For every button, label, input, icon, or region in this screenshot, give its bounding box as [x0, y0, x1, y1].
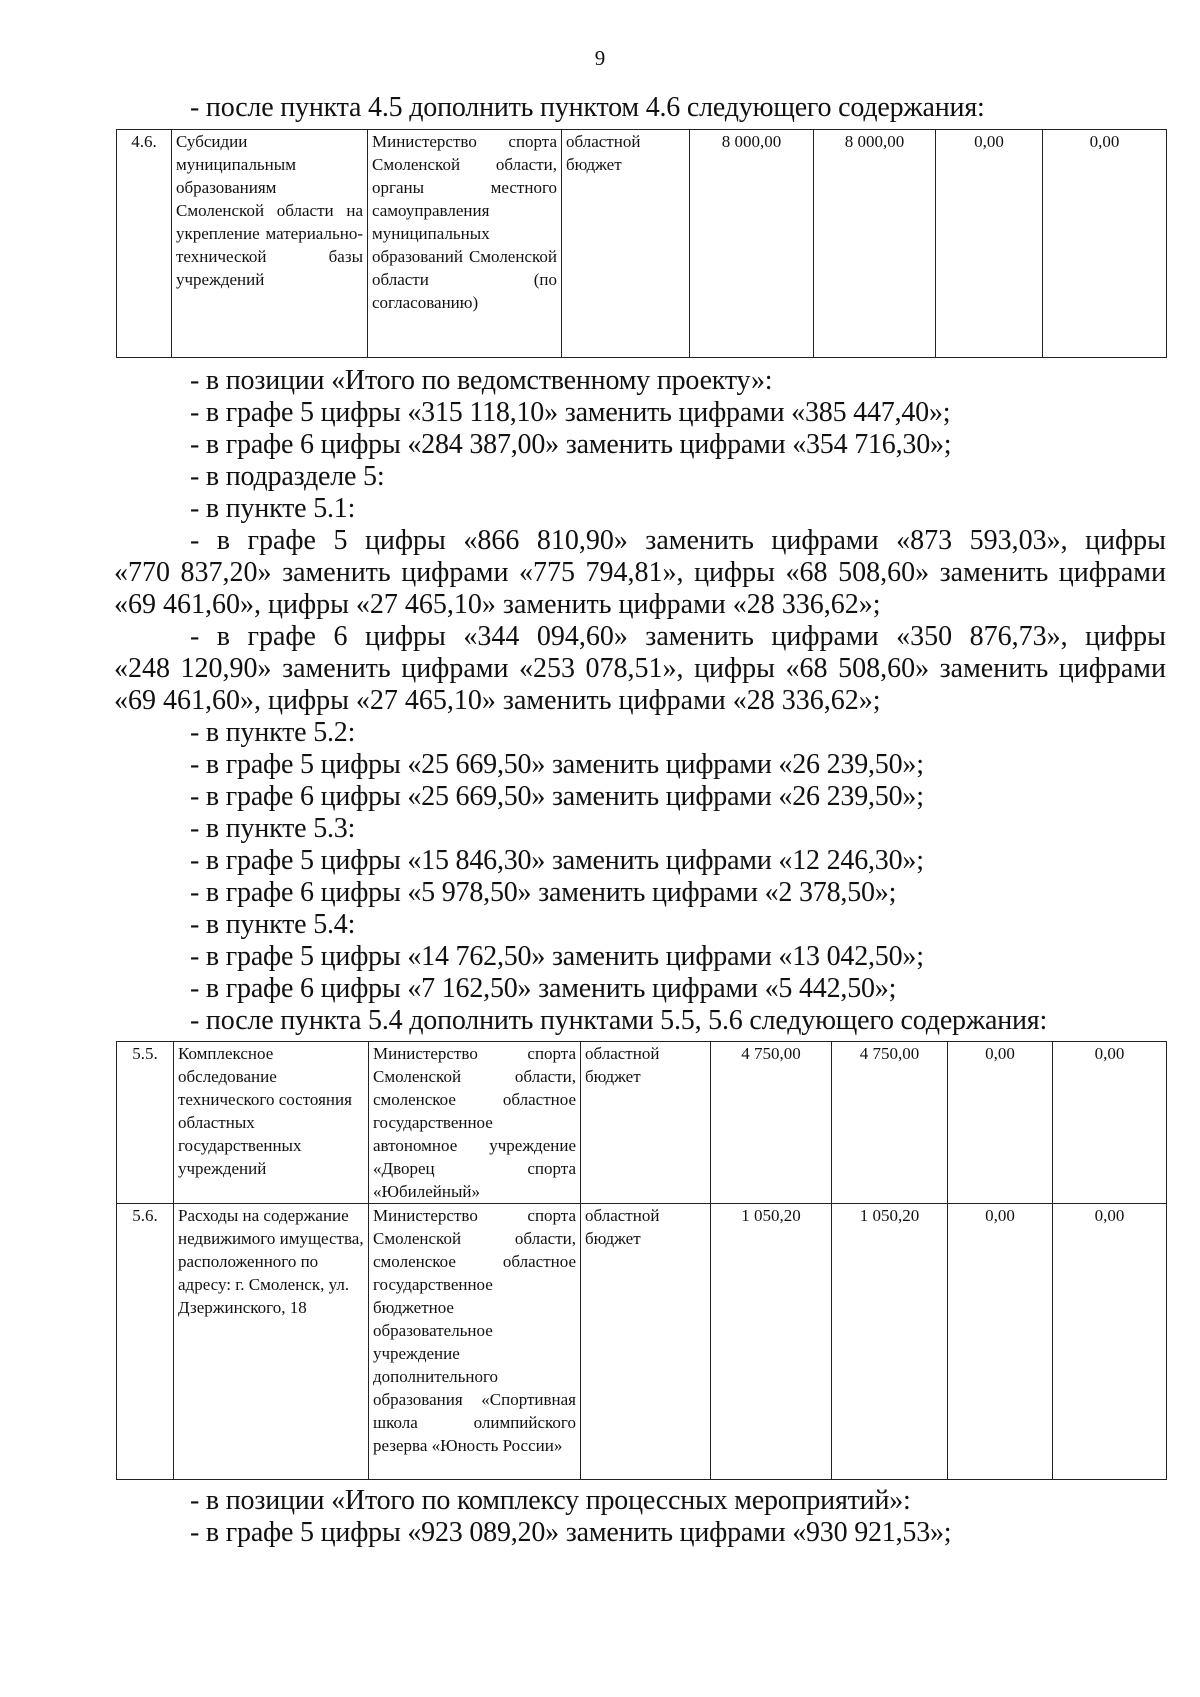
row-source: областной бюджет	[581, 1042, 711, 1204]
row-number: 4.6.	[117, 130, 172, 358]
text-line: - в позиции «Итого по комплексу процессных мероприятий»:	[190, 1485, 911, 1516]
text-line: - в графе 5 цифры «315 118,10» заменить цифрами «385 447,40»;	[190, 397, 951, 428]
text-line: - в графе 6 цифры «284 387,00» заменить цифрами «354 716,30»;	[190, 429, 952, 460]
text-line: - в пункте 5.4:	[190, 909, 356, 940]
text-line: - в графе 6 цифры «7 162,50» заменить цифрами «5 442,50»;	[190, 973, 897, 1004]
intro-5-5: - после пункта 5.4 дополнить пунктами 5.5, 5.6 следующего содержания:	[190, 1005, 1048, 1036]
row-year1: 1 050,20	[832, 1204, 948, 1480]
paragraph-5-1-column-6	[114, 621, 1166, 717]
text-line: - в графе 5 цифры «15 846,30» заменить цифрами «12 246,30»;	[190, 845, 924, 876]
row-year3: 0,00	[1053, 1204, 1167, 1480]
row-name: Комплексное обследование технического состояния областных государственных учреждений	[174, 1042, 369, 1204]
row-source: областной бюджет	[562, 130, 690, 358]
text-line: - в графе 6 цифры «25 669,50» заменить цифрами «26 239,50»;	[190, 781, 924, 812]
row-name: Субсидии муниципальным образованиям Смоленской области на укрепление материально-технической базы учреждений	[172, 130, 368, 358]
row-year3: 0,00	[1043, 130, 1167, 358]
text-line: - в графе 5 цифры «14 762,50» заменить цифрами «13 042,50»;	[190, 941, 924, 972]
row-year2: 0,00	[948, 1204, 1053, 1480]
row-total: 8 000,00	[690, 130, 814, 358]
text-line: - в пункте 5.1:	[190, 493, 356, 524]
row-number: 5.5.	[117, 1042, 174, 1204]
row-year3: 0,00	[1053, 1042, 1167, 1204]
paragraph-line: «248 120,90» заменить цифрами «253 078,51», цифры «68 508,60» заменить цифрами	[114, 653, 1166, 684]
table-5-5	[116, 1041, 1167, 1480]
paragraph-line: - в графе 6 цифры «344 094,60» заменить цифрами «350 876,73», цифры	[190, 621, 1166, 652]
text-line: - в графе 5 цифры «923 089,20» заменить цифрами «930 921,53»;	[190, 1517, 952, 1548]
paragraph-line: «69 461,60», цифры «27 465,10» заменить цифрами «28 336,62»;	[114, 685, 881, 716]
row-total: 1 050,20	[711, 1204, 832, 1480]
text-line: - в графе 5 цифры «25 669,50» заменить цифрами «26 239,50»;	[190, 749, 924, 780]
page-number: 9	[594, 46, 606, 70]
row-executor: Министерство спорта Смоленской области, органы местного самоуправления муниципальных образований Смоленской области (по согласованию)	[368, 130, 562, 358]
row-source: областной бюджет	[581, 1204, 711, 1480]
row-name: Расходы на содержание недвижимого имущества, расположенного по адресу: г. Смоленск, ул. Дзержинского, 18	[174, 1204, 369, 1480]
text-line: - в подразделе 5:	[190, 461, 385, 492]
intro-4-6: - после пункта 4.5 дополнить пунктом 4.6 следующего содержания:	[190, 92, 985, 123]
paragraph-line: «770 837,20» заменить цифрами «775 794,81», цифры «68 508,60» заменить цифрами	[114, 557, 1166, 588]
row-executor: Министерство спорта Смоленской области, смоленское областное государственное автономное учреждение «Дворец спорта «Юбилейный»	[369, 1042, 581, 1204]
table-row	[117, 130, 1167, 358]
row-number: 5.6.	[117, 1204, 174, 1480]
row-year2: 0,00	[948, 1042, 1053, 1204]
text-line: - в пункте 5.2:	[190, 717, 356, 748]
table-row	[117, 1042, 1167, 1204]
row-year2: 0,00	[936, 130, 1043, 358]
table-row	[117, 1204, 1167, 1480]
row-total: 4 750,00	[711, 1042, 832, 1204]
paragraph-line: «69 461,60», цифры «27 465,10» заменить цифрами «28 336,62»;	[114, 589, 881, 620]
paragraph-line: - в графе 5 цифры «866 810,90» заменить цифрами «873 593,03», цифры	[190, 525, 1166, 556]
table-4-6	[116, 129, 1167, 358]
row-year1: 8 000,00	[814, 130, 936, 358]
row-year1: 4 750,00	[832, 1042, 948, 1204]
text-line: - в пункте 5.3:	[190, 813, 356, 844]
text-line: - в графе 6 цифры «5 978,50» заменить цифрами «2 378,50»;	[190, 877, 897, 908]
row-executor: Министерство спорта Смоленской области, смоленское областное государственное бюджетное образовательное учреждение дополнительного образования «Спортивная школа олимпийского резерва «Юность России»	[369, 1204, 581, 1480]
text-line: - в позиции «Итого по ведомственному проекту»:	[190, 365, 773, 396]
paragraph-5-1-column-5	[114, 525, 1166, 621]
